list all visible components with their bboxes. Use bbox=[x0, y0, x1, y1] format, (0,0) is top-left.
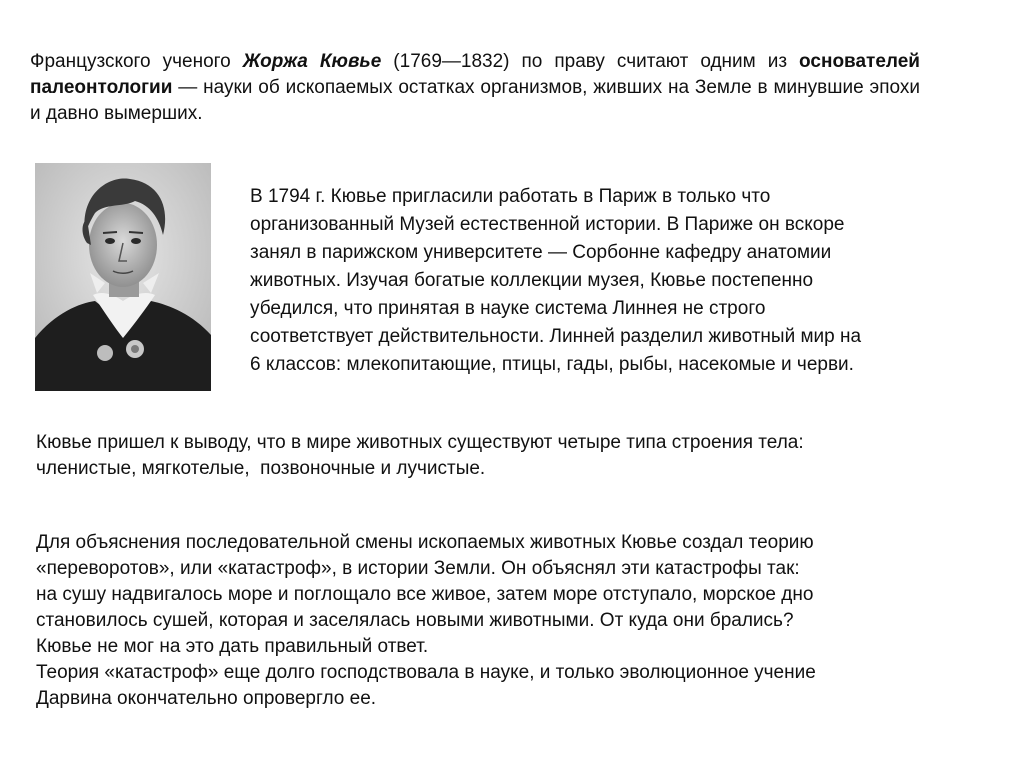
intro-paragraph bbox=[30, 49, 920, 127]
theory-line: Для объяснения последовательной смены ископаемых животных Кювье создал теорию bbox=[36, 532, 814, 553]
body-types-paragraph bbox=[36, 430, 996, 482]
portrait-engraving-icon bbox=[35, 163, 211, 391]
cuvier-portrait bbox=[35, 163, 211, 391]
theory-line: на сушу надвигалось море и поглощало все живое, затем море отступало, морское дно bbox=[36, 584, 814, 605]
cuvier-name: Жоржа Кювье bbox=[242, 51, 382, 72]
types-line: Кювье пришел к выводу, что в мире животных существуют четыре типа строения тела: bbox=[36, 432, 804, 453]
types-line: членистые, мягкотелые, позвоночные и лучистые. bbox=[36, 458, 486, 479]
theory-line: становилось сушей, которая и заселялась новыми животными. От куда они брались? bbox=[36, 610, 794, 631]
theory-line: Дарвина окончательно опровергло ее. bbox=[36, 688, 377, 709]
bio-line: убедился, что принятая в науке система Линнея не строго bbox=[250, 298, 766, 319]
bio-line: 6 классов: млекопитающие, птицы, гады, рыбы, насекомые и черви. bbox=[250, 354, 854, 375]
catastrophe-theory-paragraph bbox=[36, 530, 996, 712]
bio-line: животных. Изучая богатые коллекции музея, Кювье постепенно bbox=[250, 270, 814, 291]
intro-text-1: Французского ученого bbox=[30, 51, 243, 72]
bio-line: В 1794 г. Кювье пригласили работать в Париж в только что bbox=[250, 186, 771, 207]
founders-phrase: основателей палеонтологии bbox=[30, 51, 920, 98]
theory-line: «переворотов», или «катастроф», в истории Земли. Он объяснял эти катастрофы так: bbox=[36, 558, 800, 579]
bio-line: занял в парижском университете — Сорбонне кафедру анатомии bbox=[250, 242, 832, 263]
theory-line: Теория «катастроф» еще долго господствовала в науке, и только эволюционное учение bbox=[36, 662, 816, 683]
intro-text-3: — науки об ископаемых остатках организмов, живших на Земле в минувшие эпохи и давно вымерших. bbox=[30, 77, 920, 124]
bio-line: соответствует действительности. Линней разделил животный мир на bbox=[250, 326, 862, 347]
theory-line: Кювье не мог на это дать правильный ответ. bbox=[36, 636, 429, 657]
bio-line: организованный Музей естественной истории. В Париже он вскоре bbox=[250, 214, 845, 235]
bio-paragraph bbox=[250, 183, 990, 379]
intro-text-2: (1769—1832) по праву считают одним из bbox=[381, 51, 800, 72]
